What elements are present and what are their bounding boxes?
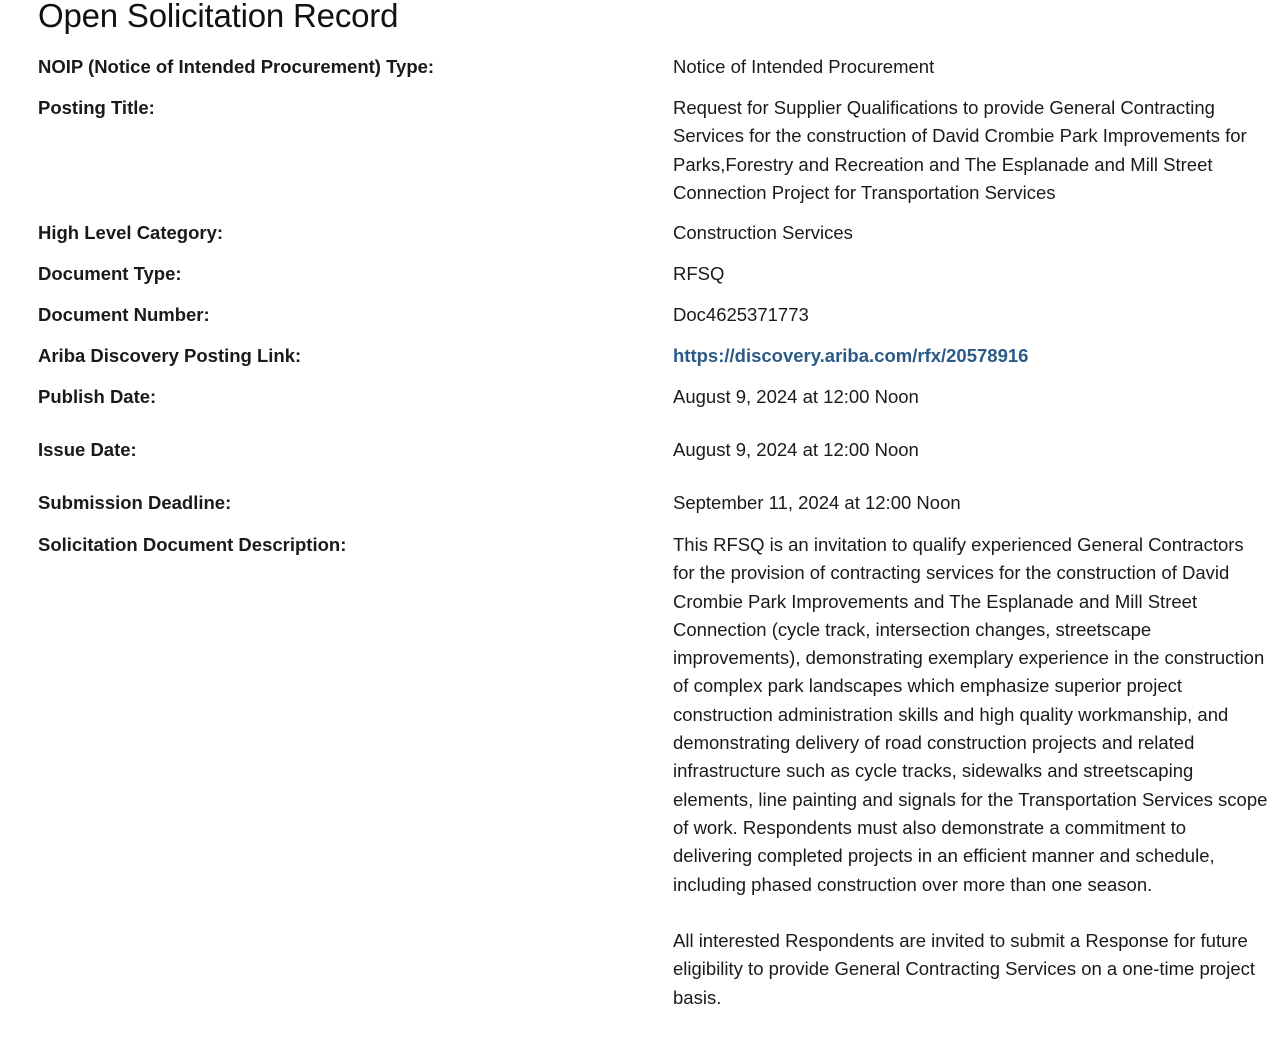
ariba-link-label: Ariba Discovery Posting Link:: [38, 345, 302, 366]
ariba-discovery-link[interactable]: https://discovery.ariba.com/rfx/20578916: [673, 345, 1029, 366]
ariba-link-container: [673, 342, 1273, 370]
document-type-value: RFSQ: [673, 263, 725, 284]
submission-deadline-label: Submission Deadline:: [38, 492, 232, 513]
noip-type-label: NOIP (Notice of Intended Procurement) Type:: [38, 56, 435, 77]
page-title: Open Solicitation Record: [38, 0, 399, 34]
posting-title-value: Request for Supplier Qualifications to provide General Contracting Services for the construction of David Crombie Park Improvements for Parks,Forestry and Recreation and The Esplanade and Mill Street Connection Project for Transportation Services: [673, 97, 1247, 203]
publish-date-label: Publish Date:: [38, 386, 157, 407]
document-number-value: Doc4625371773: [673, 304, 809, 325]
description-paragraph-2: All interested Respondents are invited to submit a Response for future eligibility to provide General Contracting Services on a one-time project basis.: [673, 930, 1256, 1008]
document-type-label: Document Type:: [38, 263, 182, 284]
posting-title-label: Posting Title:: [38, 97, 155, 118]
high-level-category-label: High Level Category:: [38, 222, 224, 243]
description-label: Solicitation Document Description:: [38, 534, 347, 555]
issue-date-label: Issue Date:: [38, 439, 137, 460]
high-level-category-value: Construction Services: [673, 222, 853, 243]
description-paragraph-1: This RFSQ is an invitation to qualify experienced General Contractors for the provision of contracting services for the construction of David Crombie Park Improvements and The Esplanade and Mill Street Connection (cycle track, intersection changes, streetscape improvements), demonstrating exemplary experience in the construction of complex park landscapes which emphasize superior project construction administration skills and high quality workmanship, and demonstrating delivery of road construction projects and related infrastructure such as cycle tracks, sidewalks and streetscaping elements, line painting and signals for the Transportation Services scope of work. Respondents must also demonstrate a commitment to delivering completed projects in an efficient manner and schedule, including phased construction over more than one season.: [673, 534, 1268, 895]
submission-deadline-value: September 11, 2024 at 12:00 Noon: [673, 492, 961, 513]
publish-date-value: August 9, 2024 at 12:00 Noon: [673, 386, 919, 407]
description-value: [673, 531, 1269, 1012]
noip-type-value: Notice of Intended Procurement: [673, 56, 935, 77]
document-number-label: Document Number:: [38, 304, 210, 325]
issue-date-value: August 9, 2024 at 12:00 Noon: [673, 439, 919, 460]
